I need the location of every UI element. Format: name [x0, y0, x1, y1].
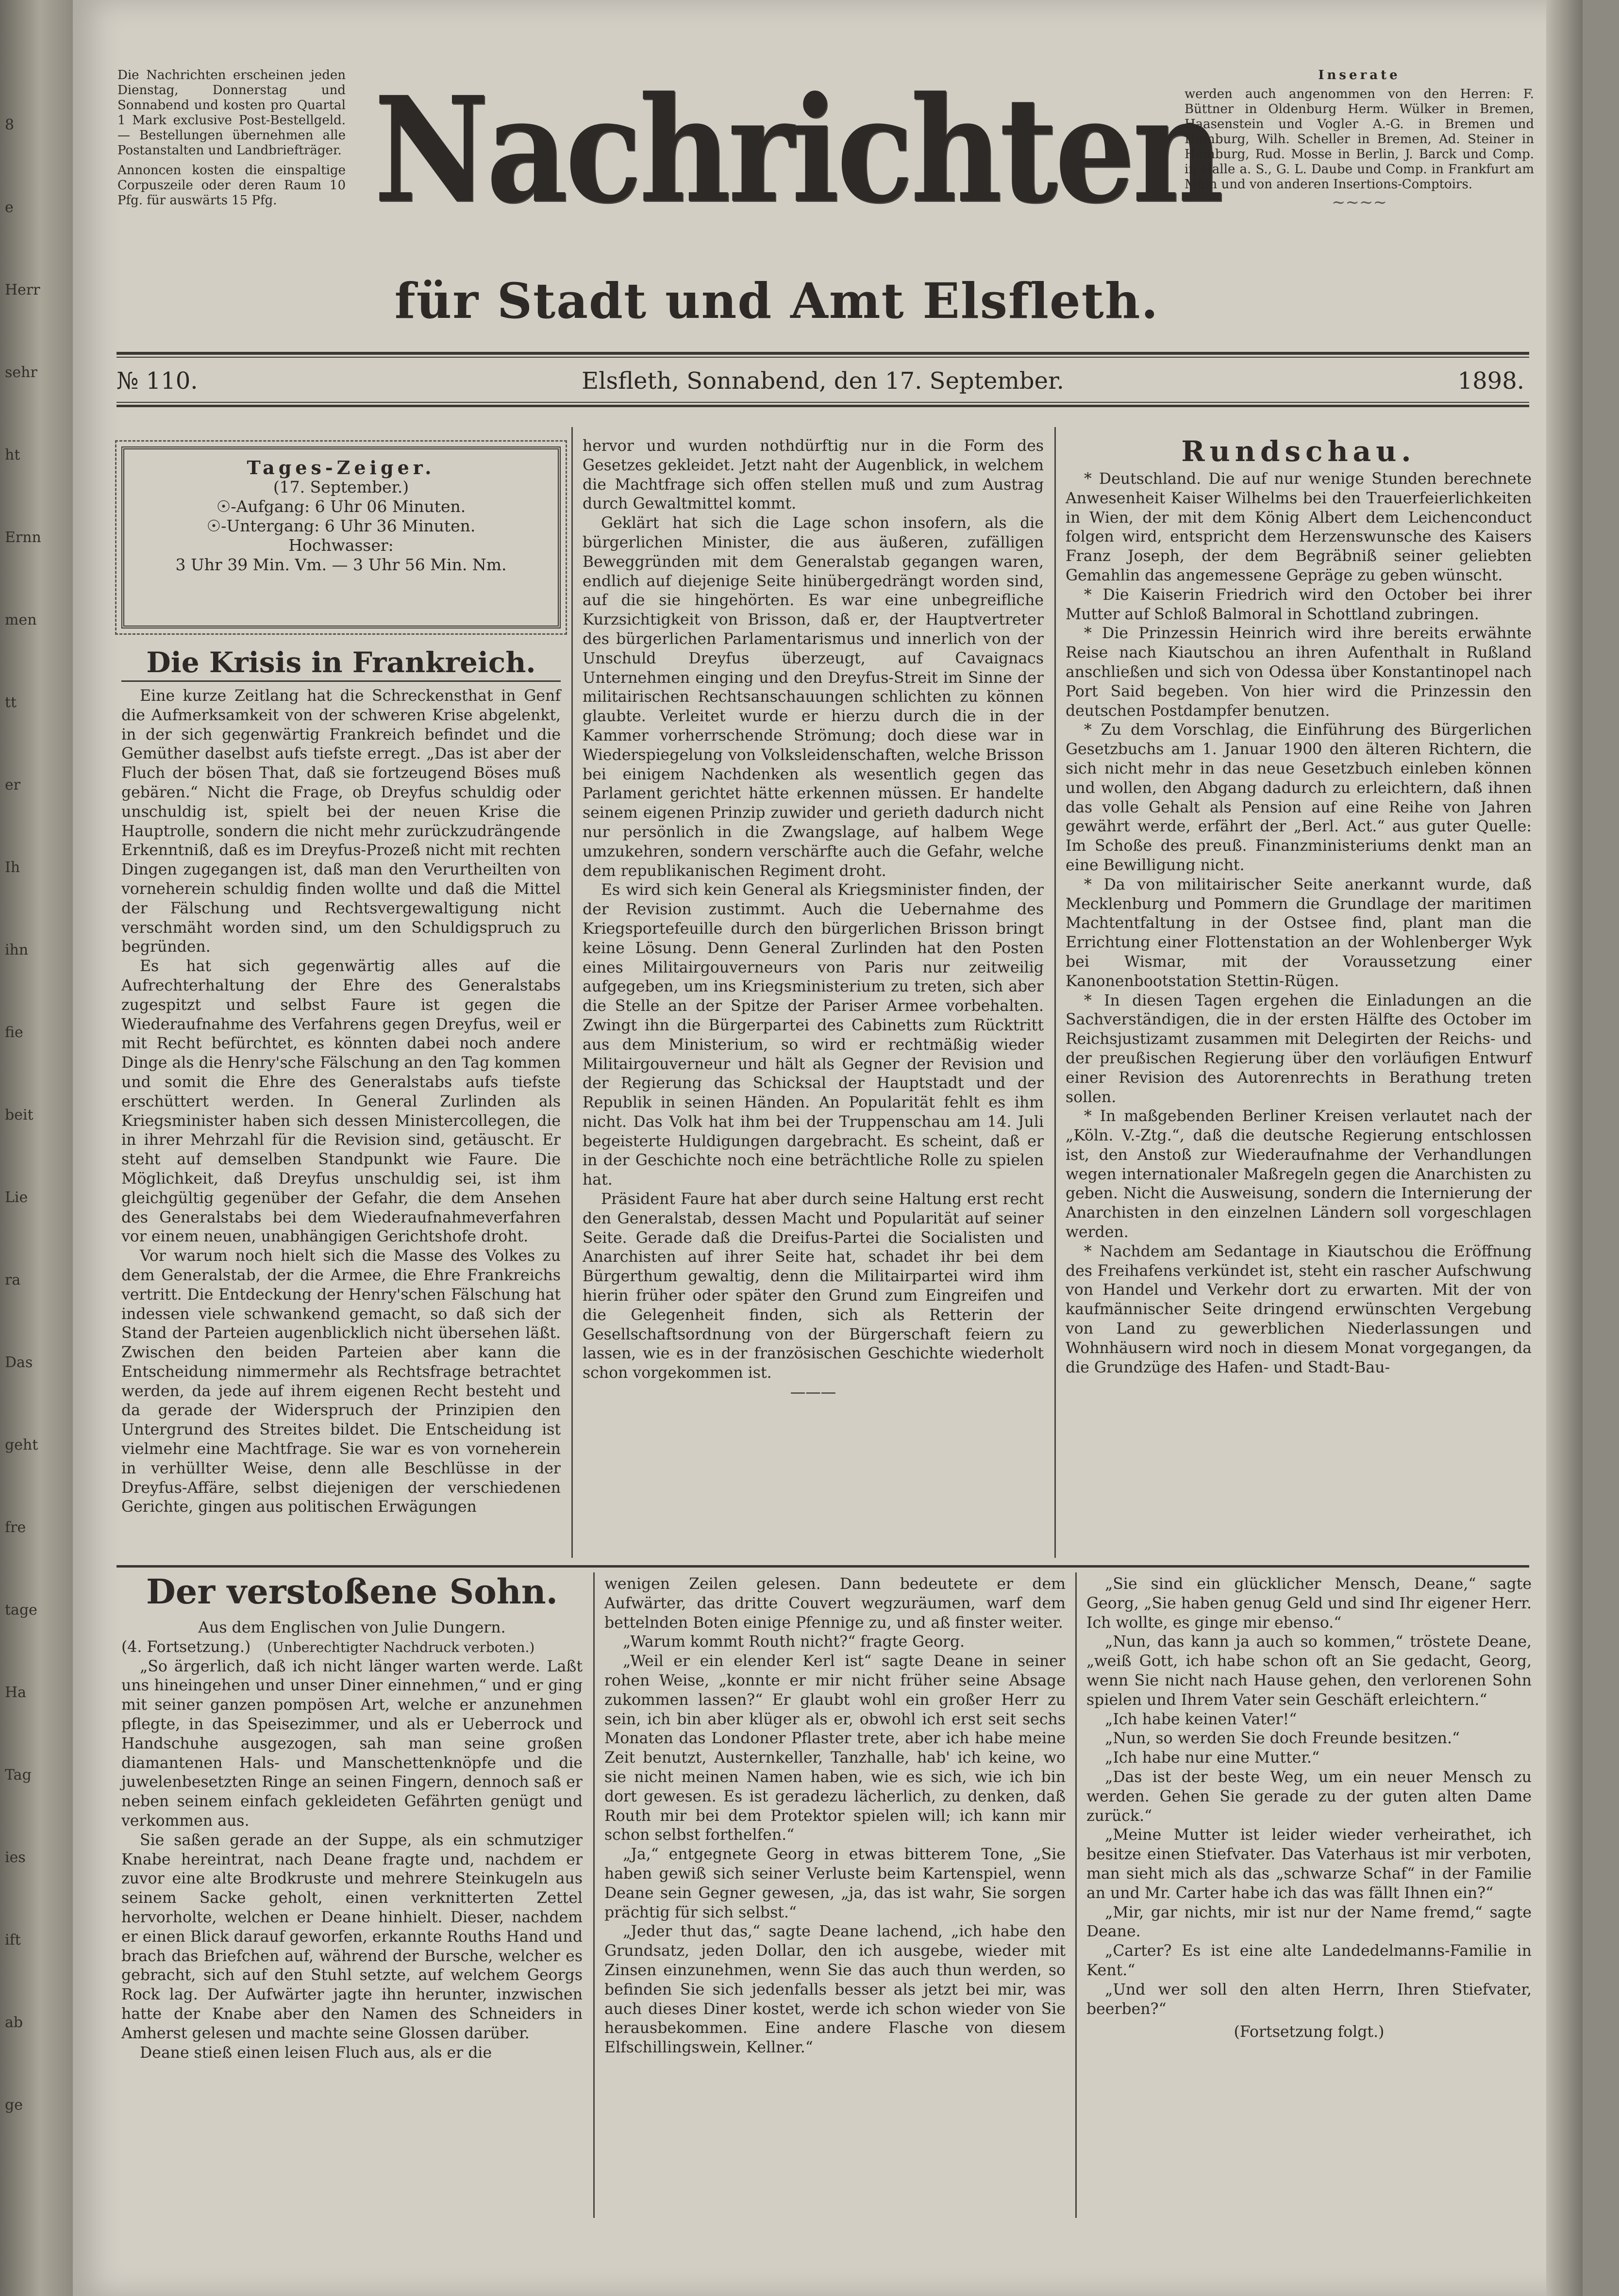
tages-zeiger-date: (17. September.) — [273, 478, 409, 496]
binding-stub-text: men — [5, 611, 37, 628]
binding-stub-text: ge — [5, 2097, 23, 2114]
paragraph: wenigen Zeilen gelesen. Dann bedeutete er dem Aufwärter, das dritte Couvert wegzuräumen, warf dem bettelnden Boten einige Pfennige zu, und aß finster weiter. — [604, 1575, 1066, 1632]
serial-column-2 — [604, 1575, 1066, 2058]
issue-year: 1898. — [1457, 367, 1524, 395]
paragraph: „Ich habe keinen Vater!“ — [1105, 1710, 1297, 1728]
subscription-text: Die Nachrichten erscheinen jeden Dienstag, Donnerstag und Sonnabend und kosten pro Quartal 1 Mark exclusive Post-Bestellgeld. — Bestellungen übernehmen alle Postanstalten und Landbriefträger. — [117, 68, 346, 158]
issue-date: Elsfleth, Sonnabend, den 17. September. — [582, 367, 1064, 395]
masthead-subtitle: für Stadt und Amt Elsfleth. — [394, 272, 1159, 330]
newspaper-page — [73, 0, 1583, 2296]
binding-stub-text: sehr — [5, 364, 37, 381]
inserate-caption: Inserate — [1318, 68, 1401, 83]
paragraph: Deane stieß einen leisen Fluch aus, als er die — [140, 2044, 492, 2062]
issue-number: № 110. — [117, 367, 198, 395]
binding-stub-text: Lie — [5, 1189, 28, 1206]
binding-stub-text: tage — [5, 1602, 37, 1619]
binding-edge — [0, 0, 73, 2296]
binding-stub-text: ht — [5, 446, 20, 463]
binding-stub-text: Das — [5, 1354, 33, 1371]
column-divider — [1054, 427, 1056, 1558]
serial-column-1 — [121, 1619, 583, 2063]
paragraph: „Nun, so werden Sie doch Freunde besitzen.“ — [1105, 1730, 1460, 1748]
paragraph: * Deutschland. Die auf nur wenige Stunden berechnete Anwesenheit Kaiser Wilhelms bei den Trauerfeierlichkeiten in Wien, der mit dem König Albert dem Leichenconduct folgen wird, entspricht dem Herzenswunsche des Kaisers Franz Joseph, der dem Begräbniß seiner geliebten Gemahlin das angemessene Gepräge zu geben wünscht. — [1066, 470, 1532, 584]
rundschau-column — [1066, 470, 1532, 1377]
binding-stub-text: e — [5, 199, 14, 216]
subscription-info — [117, 68, 346, 213]
paragraph: * Nachdem am Sedantage in Kiautschou die Eröffnung des Freihafens verkündet ist, steht ein rascher Aufschwung von Handel und Verkehr dort zu erwarten. Mit der von kaufmännischer Seite dringend erwünschten Vergebung von Land zu gewerblichen Niederlassungen und Wohnhäusern wird noch in diesem Monat vorgegangen, da die Grundzüge des Hafen- und Stadt-Bau- — [1066, 1242, 1532, 1376]
binding-stub-text: fie — [5, 1024, 23, 1041]
paragraph: „Ich habe nur eine Mutter.“ — [1105, 1749, 1320, 1767]
krisis-column-1 — [121, 687, 561, 1517]
masthead-title: Nachrichten — [374, 65, 1221, 236]
dateline-rule-thick — [117, 405, 1529, 407]
paragraph: hervor und wurden nothdürftig nur in die Form des Gesetzes gekleidet. Jetzt naht der Augenblick, in welchem die Machtfrage sich offen stellen muß und zum Austrag durch Gewaltmittel kommt. — [583, 437, 1044, 513]
binding-stub-text: Ha — [5, 1684, 27, 1701]
binding-stub-text: ab — [5, 2014, 23, 2031]
tages-zeiger-box — [121, 446, 561, 628]
paragraph: Es hat sich gegenwärtig alles auf die Aufrechterhaltung der Ehre des Generalstabs zugespitzt und selbst Faure ist gegen die Wiederaufnahme des Verfahrens gegen Dreyfus, weil er mit Recht befürchtet, es könnten dabei noch andere Dinge als die Henry'sche Fälschung an den Tag kommen und somit die Ehre des Generalstabs aufs tiefste erschüttert werden. In General Zurlinden als Kriegsminister haben sich dessen Ministercollegen, die in ihrer Mehrzahl für die Revision sind, getäuscht. Er steht auf demselben Standpunkt wie Faure. Die Möglichkeit, daß Dreyfus unschuldig sei, ist ihm gleichgültig gegenüber der Gefahr, die dem Ansehen des Generalstabs bei dem Wiederaufnahmeverfahren vor einem neuen, unabhängigen Gerichtshofe droht. — [121, 958, 561, 1246]
binding-stub-text: geht — [5, 1437, 38, 1454]
paragraph: Eine kurze Zeitlang hat die Schreckensthat in Genf die Aufmerksamkeit von der schweren Krise abgelenkt, in der sich gegenwärtig Frankreich befindet und die Gemüther daselbst aufs tiefste erregt. „Das ist aber der Fluch der bösen That, daß sie fortzeugend Böses muß gebären.“ Nicht die Frage, ob Dreyfus schuldig oder unschuldig ist, spielt bei der neuen Krise die Hauptrolle, sondern die nicht mehr zurückzudrängende Erkenntniß, daß es im Dreyfus-Prozeß nicht mit rechten Dingen zugegangen ist, daß man den Verurtheilten von vorneherein schuldig finden wollte und daß die Mittel der Fälschung und Rechtsvergewaltigung nicht verschmäht worden sind, um den Schuldigspruch zu begründen. — [121, 687, 561, 956]
hochwasser-label: Hochwasser: — [288, 536, 394, 555]
inserate-text: werden auch angenommen von den Herren: F. Büttner in Oldenburg Herm. Wülker in Bremen, Haasenstein und Vogler A.-G. in Bremen und Hamburg, Wilh. Scheller in Bremen, Ad. Steiner in Hamburg, Rud. Mosse in Berlin, J. Barck und Comp. in Halle a. S., G. L. Daube und Comp. in Frankfurt am Main und von anderen Insertions-Comptoirs. — [1185, 87, 1534, 192]
inserate-info — [1185, 68, 1534, 210]
column-divider — [1075, 1572, 1077, 2218]
feuilleton-rule — [117, 1565, 1529, 1568]
column-divider — [571, 427, 573, 1558]
binding-stub-text: er — [5, 776, 21, 793]
annoncen-text: Annoncen kosten die einspaltige Corpuszeile oder deren Raum 10 Pfg. für auswärts 15 Pfg. — [117, 163, 346, 208]
top-rule — [117, 352, 1529, 355]
binding-stub-text: ift — [5, 1932, 21, 1949]
paragraph: * In diesen Tagen ergehen die Einladungen an die Sachverständigen, die in der ersten Hälfte des October im Reichsjustizamt zusammen mit Delegirten der Reichs- und der preußischen Regierung über den vorläufigen Entwurf einer Revision des Autorenrechts in Berathung treten sollen. — [1066, 991, 1532, 1106]
paragraph: „Das ist der beste Weg, um ein neuer Mensch zu werden. Gehen Sie gerade zu der guten alten Dame zurück.“ — [1086, 1768, 1532, 1825]
paragraph: Vor warum noch hielt sich die Masse des Volkes zu dem Generalstab, der die Armee, die Ehre Frankreichs vertritt. Die Entdeckung der Henry'schen Fälschung hat indessen viele schwankend gemacht, so daß sich der Stand der Parteien augenblicklich nicht übersehen läßt. Zwischen den beiden Parteien aber kann die Entscheidung nimmermehr als Rechtsfrage betrachtet werden, da jede auf ihrem eigenen Recht besteht und da gerade der Widerspruch der Prinzipien den Untergrund des Streites bildet. Die Entscheidung ist vielmehr eine Machtfrage. Sie war es von vorneherein in verhüllter Weise, denn alle Beschlüsse in der Dreyfus-Affäre, selbst diejenigen der verschiedenen Gerichte, gingen aus politischen Erwägungen — [121, 1247, 561, 1516]
paragraph: „So ärgerlich, daß ich nicht länger warten werde. Laßt uns hineingehen und unser Diner einnehmen,“ und er ging mit seiner ganzen pompösen Art, welche er anzunehmen pflegte, in das Speisezimmer, und als er Ueberrock und Handschuhe ausgezogen, sah man seine großen diamantenen Hals- und Manschettenknöpfe und die juwelenbesetzten Ringe an seinen Fingern, dennoch saß er neben seinem einfach gekleideten Gefährten genügt und verkommen aus. — [121, 1657, 583, 1830]
paragraph: * Da von militairischer Seite anerkannt wurde, daß Mecklenburg und Pommern die Grundlage der maritimen Machtentfaltung in der Ostsee find, plant man die Errichtung einer Flottenstation an der Wohlenberger Wyk bei Wismar, mit der Voraussetzung einer Kanonenbootstation Stettin-Rügen. — [1066, 875, 1532, 990]
paragraph: „Jeder thut das,“ sagte Deane lachend, „ich habe den Grundsatz, jeden Dollar, den ich ausgebe, wieder mit Zinsen einzunehmen, wenn Sie das auch thun werden, so befinden Sie sich jedenfalls besser als jetzt bei mir, was auch dieses Diner kostet, werde ich schon wieder von Sie herausbekommen. Eine andere Flasche von diesem Elfschillingswein, Kellner.“ — [604, 1923, 1066, 2057]
binding-stub-text: 8 — [5, 116, 15, 133]
tages-zeiger-title: Tages-Zeiger. — [247, 457, 435, 479]
sunrise-time: ☉-Aufgang: 6 Uhr 06 Minuten. — [216, 497, 466, 516]
paragraph: „Sie sind ein glücklicher Mensch, Deane,“ sagte Georg, „Sie haben genug Geld und sind Ihr eigener Herr. Ich wollte, es ginge mir ebenso.“ — [1086, 1575, 1532, 1632]
binding-stub-text: ies — [5, 1849, 26, 1866]
binding-stub-text: Ih — [5, 859, 20, 876]
paragraph: „Meine Mutter ist leider wieder verheirathet, ich besitze einen Stiefvater. Das Vaterhaus ist mir verboten, man sieht mich als das „schwarze Schaf“ in der Familie an und Mr. Carter habe ich das was fällt Ihnen ein?“ — [1086, 1826, 1532, 1902]
paragraph: Sie saßen gerade an der Suppe, als ein schmutziger Knabe hereintrat, nach Deane fragte und, nachdem er zuvor eine alte Brodkruste und mehrere Steinkugeln aus seinem Sacke geholt, einen verknitterten Zettel hervorholte, welchen er Deane hinhielt. Dieser, nachdem er einen Blick darauf geworfen, erkannte Rouths Hand und brach das Briefchen auf, während der Bursche, welcher es gebracht, sich auf den Stuhl setzte, auf welchem Georgs Rock lag. Der Aufwärter jagte ihn herunter, inzwischen hatte der Knabe aber den Namen des Schneiders in Amherst gelesen und machte seine Glossen darüber. — [121, 1831, 583, 2042]
krisis-title: Die Krisis in Frankreich. — [146, 646, 536, 679]
sunset-time: ☉-Untergang: 6 Uhr 36 Minuten. — [206, 516, 476, 535]
serial-installment: (4. Fortsetzung.) — [121, 1638, 251, 1656]
serial-title: Der verstoßene Sohn. — [146, 1571, 558, 1612]
paragraph: „Carter? Es ist eine alte Landedelmanns-Familie in Kent.“ — [1086, 1942, 1532, 1979]
serial-continued: (Fortsetzung folgt.) — [1234, 2023, 1385, 2041]
binding-stub-text: fre — [5, 1519, 26, 1536]
paragraph: * Die Prinzessin Heinrich wird ihre bereits erwähnte Reise nach Kiautschou an ihren Aufenthalt in Rußland anschließen und sich von Odessa über Konstantinopel nach Port Said begeben. Von hier wird die Prinzessin den deutschen Postdampfer benutzen. — [1066, 625, 1532, 720]
serial-rights: (Unberechtigter Nachdruck verboten.) — [267, 1639, 535, 1655]
binding-stub-text: Ernn — [5, 529, 41, 546]
binding-stub-text: beit — [5, 1107, 33, 1123]
paragraph: Geklärt hat sich die Lage schon insofern, als die bürgerlichen Minister, die aus äußeren, zufälligen Beweggründen mit dem Generalstab gegangen waren, endlich auf diejenige Seite hinübergedrängt worden sind, auf die sie hingehörten. Es war eine unbegreifliche Kurzsichtigkeit von Brisson, daß er, der Hauptvertreter des bürgerlichen Parlamentarismus und innerlich von der Unschuld Dreyfus überzeugt, auf Cavaignacs Unternehmen einging und den Dreyfus-Streit im Sinne der militairischen Rechtsanschauungen schlichten zu können glaubte. Verleitet wurde er hierzu durch die in der Kammer vorherrschende Strömung; doch diese war in Wiederspiegelung von Volksleidenschaften, welche Brisson bei einigem Nachdenken als wesentlich gegen das Parlament gerichtet hätte erkennen müssen. Er handelte seinem eigenen Prinzip zuwider und gerieth dadurch nicht nur persönlich in die Zwangslage, auf halbem Wege umzukehren, sondern verschärfte auch die Gefahr, welche dem republikanischen Regiment droht. — [583, 514, 1044, 880]
serial-column-3 — [1086, 1575, 1532, 2042]
paragraph: Präsident Faure hat aber durch seine Haltung erst recht den Generalstab, dessen Macht und Popularität auf seiner Seite. Gerade daß die Dreifus-Partei die Socialisten und Anarchisten auf ihrer Seite hat, schadet ihr bei dem Bürgerthum gewaltig, denn die Militairpartei wird ihm hierin früher oder später den Grund zum Eingreifen und die Gelegenheit finden, sich als Retterin der Gesellschaftsordnung von der Bürgerschaft feiern zu lassen, wie es in der französischen Geschichte wiederholt schon vorgekommen ist. — [583, 1190, 1044, 1382]
dateline-rule — [117, 402, 1529, 403]
dateline — [117, 364, 1529, 398]
hochwasser-times: 3 Uhr 39 Min. Vm. — 3 Uhr 56 Min. Nm. — [175, 555, 507, 574]
page-edge — [1546, 0, 1583, 2296]
paragraph: „Und wer soll den alten Herrn, Ihren Stiefvater, beerben?“ — [1086, 1981, 1532, 2018]
binding-stub-text: Herr — [5, 281, 40, 298]
serial-byline: Aus dem Englischen von Julie Dungern. — [198, 1619, 506, 1636]
paragraph: * Zu dem Vorschlag, die Einführung des Bürgerlichen Gesetzbuchs am 1. Januar 1900 den älteren Richtern, die sich nicht mehr in das neue Gesetzbuch einleben können und wollen, den Abgang dadurch zu erleichtern, daß ihnen das volle Gehalt als Pension auf eine Reihe von Jahren gewährt werde, erfährt der „Berl. Act.“ aus guter Quelle: Im Schoße des preuß. Finanzministeriums denkt man an eine Bewilligung nicht. — [1066, 721, 1532, 874]
paragraph: „Nun, das kann ja auch so kommen,“ tröstete Deane, „weiß Gott, ich habe schon oft an Sie gedacht, Georg, wenn Sie nicht nach Hause gehen, den verlorenen Sohn spielen und Ihrem Vater sein Geschäft erleichtern.“ — [1086, 1633, 1532, 1709]
paragraph: Es wird sich kein General als Kriegsminister finden, der der Revision zustimmt. Auch die Uebernahme des Kriegsportefeuille durch den bürgerlichen Brisson bringt keine Lösung. Denn General Zurlinden hat den Posten eines Militairgouverneurs von Paris nur zeitweilig aufgegeben, um ins Kriegsministerium zu treten, sich aber die Stelle an der Spitze der Pariser Armee vorbehalten. Zwingt ihn die Bürgerpartei des Cabinetts zum Rücktritt aus dem Ministerium, so wird er rechtmäßig wieder Militairgouverneur und hält als Gegner der Revision und der Regierung das Schicksal der Hauptstadt und der Republik in seinen Händen. An Popularität fehlt es ihm nicht. Das Volk hat ihm bei der Truppenschau am 14. Juli begeisterte Huldigungen dargebracht. Es scheint, daß er in der Geschichte noch eine beträchtliche Rolle zu spielen hat. — [583, 881, 1044, 1189]
binding-stub-text: tt — [5, 694, 17, 711]
top-rule-thin — [117, 357, 1529, 358]
binding-stub-text: Tag — [5, 1767, 32, 1784]
serial-installment-line — [121, 1638, 583, 1657]
paragraph: „Weil er ein elender Kerl ist“ sagte Deane in seiner rohen Weise, „konnte er mir nicht früher seine Absage zukommen lassen?“ Er glaubt wohl ein großer Herr zu sein, ich bin aber klüger als er, obwohl ich erst seit sechs Monaten das Londoner Pflaster trete, aber ich habe meine Zeit benutzt, Austernkeller, Tanzhalle, hab' ich keine, wo sie nicht meinen Namen haben, wie es sich, wie ich bin dort gewesen. Es ist geradezu lächerlich, zu denken, daß Routh mir bei dem Protektor spielen will; ich kann mir schon selbst forthelfen.“ — [604, 1652, 1066, 1844]
krisis-title-rule — [121, 680, 561, 682]
column-divider — [593, 1572, 595, 2218]
paragraph: * In maßgebenden Berliner Kreisen verlautet nach der „Köln. V.-Ztg.“, daß die deutsche Regierung entschlossen ist, den Anstoß zur Wiederaufnahme der Verhandlungen wegen internationaler Maßregeln gegen die Anarchisten zu geben. Nicht die Ausweisung, sondern die Internierung der Anarchisten in den einzelnen Ländern soll vorgeschlagen werden. — [1066, 1107, 1532, 1241]
flourish-ornament: ~~~~ — [1332, 193, 1387, 212]
paragraph: * Die Kaiserin Friedrich wird den October bei ihrer Mutter auf Schloß Balmoral in Schottland zubringen. — [1066, 586, 1532, 623]
paragraph: „Mir, gar nichts, mir ist nur der Name fremd,“ sagte Deane. — [1086, 1903, 1532, 1941]
paragraph: „Ja,“ entgegnete Georg in etwas bitterem Tone, „Sie haben gewiß sich seiner Verluste beim Kartenspiel, wenn Deane sein Gegner gewesen, „ja, das ist wahr, Sie sorgen prächtig für sich selbst.“ — [604, 1846, 1066, 1921]
krisis-column-2 — [583, 437, 1044, 1403]
end-mark: ——— — [790, 1384, 836, 1402]
rundschau-title: Rundschau. — [1181, 435, 1416, 468]
binding-stub-text: ra — [5, 1272, 21, 1288]
paragraph: „Warum kommt Routh nicht?“ fragte Georg. — [623, 1633, 965, 1651]
binding-stub-text: ihn — [5, 942, 29, 958]
